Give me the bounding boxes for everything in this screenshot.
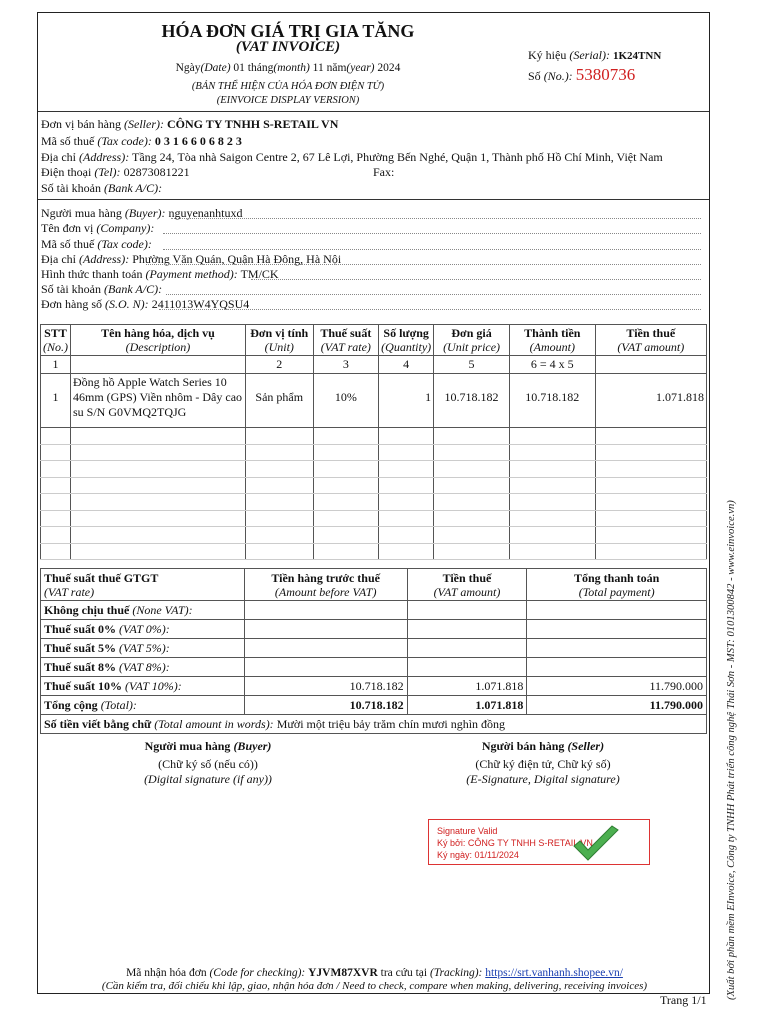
seller-name-row: Đơn vị bán hàng (Seller): CÔNG TY TNHH S-RETAIL VN	[41, 117, 339, 131]
summary-total	[527, 620, 707, 639]
buyer-payment-row: Hình thức thanh toán (Payment method): TM/CK	[41, 267, 701, 282]
buyer-order-row: Đơn hàng số (S.O. N): 2411013W4YQSU4	[41, 297, 701, 312]
sum-col-rate: Thuế suất thuế GTGT (VAT rate)	[41, 569, 245, 601]
index-cell: 2	[245, 356, 313, 374]
summary-total	[527, 639, 707, 658]
summary-row	[41, 658, 707, 677]
seller-bank-row: Số tài khoản (Bank A/C):	[41, 181, 163, 195]
item-amount: 10.718.182	[509, 374, 595, 428]
seller-signature-block: Người bán hàng (Seller) (Chữ ký điện tử, Chữ ký số) (E-Signature, Digital signature)	[466, 739, 620, 786]
summary-vat	[407, 639, 527, 658]
summary-row	[41, 639, 707, 658]
invoice-number: 5380736	[575, 65, 636, 84]
side-software-note: (Xuất bởi phần mềm EInvoice, Công ty TNHH Phát triển công nghệ Thái Sơn - MST: 0101300842 - www.einvoice.vn)	[726, 500, 737, 1000]
tracking-link[interactable]: https://srt.vanhanh.shopee.vn/	[485, 967, 623, 979]
summary-label: Không chịu thuế (None VAT):	[41, 601, 245, 620]
summary-total	[527, 601, 707, 620]
item-vat-rate: 10%	[313, 374, 379, 428]
summary-row	[41, 601, 707, 620]
col-description: Tên hàng hóa, dịch vụ (Description)	[71, 325, 246, 356]
checkmark-icon	[570, 824, 622, 866]
empty-row	[41, 494, 707, 511]
summary-before	[244, 658, 407, 677]
seller-tel-row: Điện thoại (Tel): 02873081221 Fax:	[41, 165, 395, 179]
empty-row	[41, 527, 707, 544]
sum-col-vat: Tiền thuế (VAT amount)	[407, 569, 527, 601]
summary-total-label: Tổng cộng (Total):	[41, 696, 245, 715]
summary-total-row	[41, 696, 707, 715]
summary-label: Thuế suất 8% (VAT 8%):	[41, 658, 245, 677]
col-vat-amount: Tiền thuế (VAT amount)	[595, 325, 706, 356]
serial-line: Ký hiệu (Serial): 1K24TNN	[528, 48, 662, 62]
buyer-name-row: Người mua hàng (Buyer): nguyenanhtuxd	[41, 206, 701, 221]
invoice-title: HÓA ĐƠN GIÁ TRỊ GIA TĂNG	[161, 21, 415, 41]
buyer-bank-row: Số tài khoản (Bank A/C):	[41, 282, 701, 297]
display-version-en: (EINVOICE DISPLAY VERSION)	[216, 95, 360, 106]
col-quantity: Số lượng (Quantity)	[379, 325, 434, 356]
summary-label: Thuế suất 10% (VAT 10%):	[41, 677, 245, 696]
total-payment: 11.790.000	[527, 696, 707, 715]
index-cell: 6 = 4 x 5	[509, 356, 595, 374]
seller-address-row: Địa chỉ (Address): Tầng 24, Tòa nhà Saigon Centre 2, 67 Lê Lợi, Phường Bến Nghé, Quận 1, Thành phố Hồ Chí Minh, Việt Nam	[41, 150, 663, 164]
seller-tax-row: Mã số thuế (Tax code): 0 3 1 6 6 0 6 8 2 3	[41, 134, 242, 148]
checking-code-line: Mã nhận hóa đơn (Code for checking): YJVM87XVR tra cứu tại (Tracking): https://srt.vanhanh.shopee.vn/	[126, 967, 623, 979]
summary-total: 11.790.000	[527, 677, 707, 696]
page-number: Trang 1/1	[660, 993, 707, 1007]
buyer-address-row: Địa chỉ (Address): Phường Văn Quán, Quận Hà Đông, Hà Nội	[41, 252, 701, 267]
item-description: Đồng hồ Apple Watch Series 10 46mm (GPS) Viền nhôm - Dây cao su S/N G0VMQ2TQJG	[71, 374, 246, 428]
display-version-vn: (BẢN THỂ HIỆN CỦA HÓA ĐƠN ĐIỆN TỬ)	[191, 81, 385, 92]
summary-before	[244, 601, 407, 620]
items-header-row	[41, 325, 707, 356]
empty-row	[41, 477, 707, 494]
index-row	[41, 356, 707, 374]
number-line: Số (No.): 5380736	[528, 65, 636, 84]
stamp-valid: Signature Valid	[437, 826, 498, 836]
invoice-date: Ngày(Date) 01 tháng(month) 11 năm(year) 2024	[175, 62, 401, 74]
footer-note: (Cần kiểm tra, đối chiếu khi lập, giao, nhận hóa đơn / Need to check, compare when making, delivering, receiving invoices)	[101, 980, 648, 992]
divider	[38, 111, 709, 112]
amount-in-words: Số tiền viết bằng chữ (Total amount in words): Mười một triệu bảy trăm chín mươi nghìn đồng	[41, 715, 707, 734]
col-unit: Đơn vị tính (Unit)	[245, 325, 313, 356]
total-before: 10.718.182	[244, 696, 407, 715]
invoice-title-en: (VAT INVOICE)	[235, 39, 341, 55]
summary-vat	[407, 658, 527, 677]
summary-row	[41, 677, 707, 696]
summary-header-row	[41, 569, 707, 601]
summary-before	[244, 639, 407, 658]
item-no: 1	[41, 374, 71, 428]
buyer-tax-row: Mã số thuế (Tax code):	[41, 237, 701, 252]
summary-row	[41, 620, 707, 639]
item-quantity: 1	[379, 374, 434, 428]
sum-col-total: Tổng thanh toán (Total payment)	[527, 569, 707, 601]
empty-row	[41, 444, 707, 461]
col-no: STT (No.)	[41, 325, 71, 356]
col-vat-rate: Thuế suất (VAT rate)	[313, 325, 379, 356]
stamp-date: Ký ngày: 01/11/2024	[437, 850, 519, 860]
stamp-signer: Ký bởi: CÔNG TY TNHH S-RETAIL VN	[437, 838, 593, 848]
buyer-company-row: Tên đơn vị (Company):	[41, 221, 701, 236]
sum-col-before: Tiền hàng trước thuế (Amount before VAT)	[244, 569, 407, 601]
summary-total	[527, 658, 707, 677]
items-table	[40, 324, 707, 560]
summary-vat: 1.071.818	[407, 677, 527, 696]
index-cell	[595, 356, 706, 374]
index-cell	[71, 356, 246, 374]
amount-in-words-row	[41, 715, 707, 734]
index-cell: 3	[313, 356, 379, 374]
summary-label: Thuế suất 5% (VAT 5%):	[41, 639, 245, 658]
col-unit-price: Đơn giá (Unit price)	[434, 325, 510, 356]
checking-code: YJVM87XVR	[308, 967, 378, 979]
index-cell: 1	[41, 356, 71, 374]
total-vat: 1.071.818	[407, 696, 527, 715]
empty-row	[41, 543, 707, 560]
summary-before	[244, 620, 407, 639]
item-vat-amount: 1.071.818	[595, 374, 706, 428]
col-amount: Thành tiền (Amount)	[509, 325, 595, 356]
empty-row	[41, 428, 707, 445]
buyer-signature-block: Người mua hàng (Buyer) (Chữ ký số (nếu có)) (Digital signature (if any))	[144, 739, 272, 786]
summary-vat	[407, 601, 527, 620]
index-cell: 5	[434, 356, 510, 374]
item-unit: Sản phẩm	[245, 374, 313, 428]
item-unit-price: 10.718.182	[434, 374, 510, 428]
divider	[38, 199, 709, 200]
index-cell: 4	[379, 356, 434, 374]
summary-before: 10.718.182	[244, 677, 407, 696]
empty-row	[41, 461, 707, 478]
summary-vat	[407, 620, 527, 639]
table-row	[41, 374, 707, 428]
summary-table	[40, 568, 707, 734]
empty-row	[41, 510, 707, 527]
summary-label: Thuế suất 0% (VAT 0%):	[41, 620, 245, 639]
